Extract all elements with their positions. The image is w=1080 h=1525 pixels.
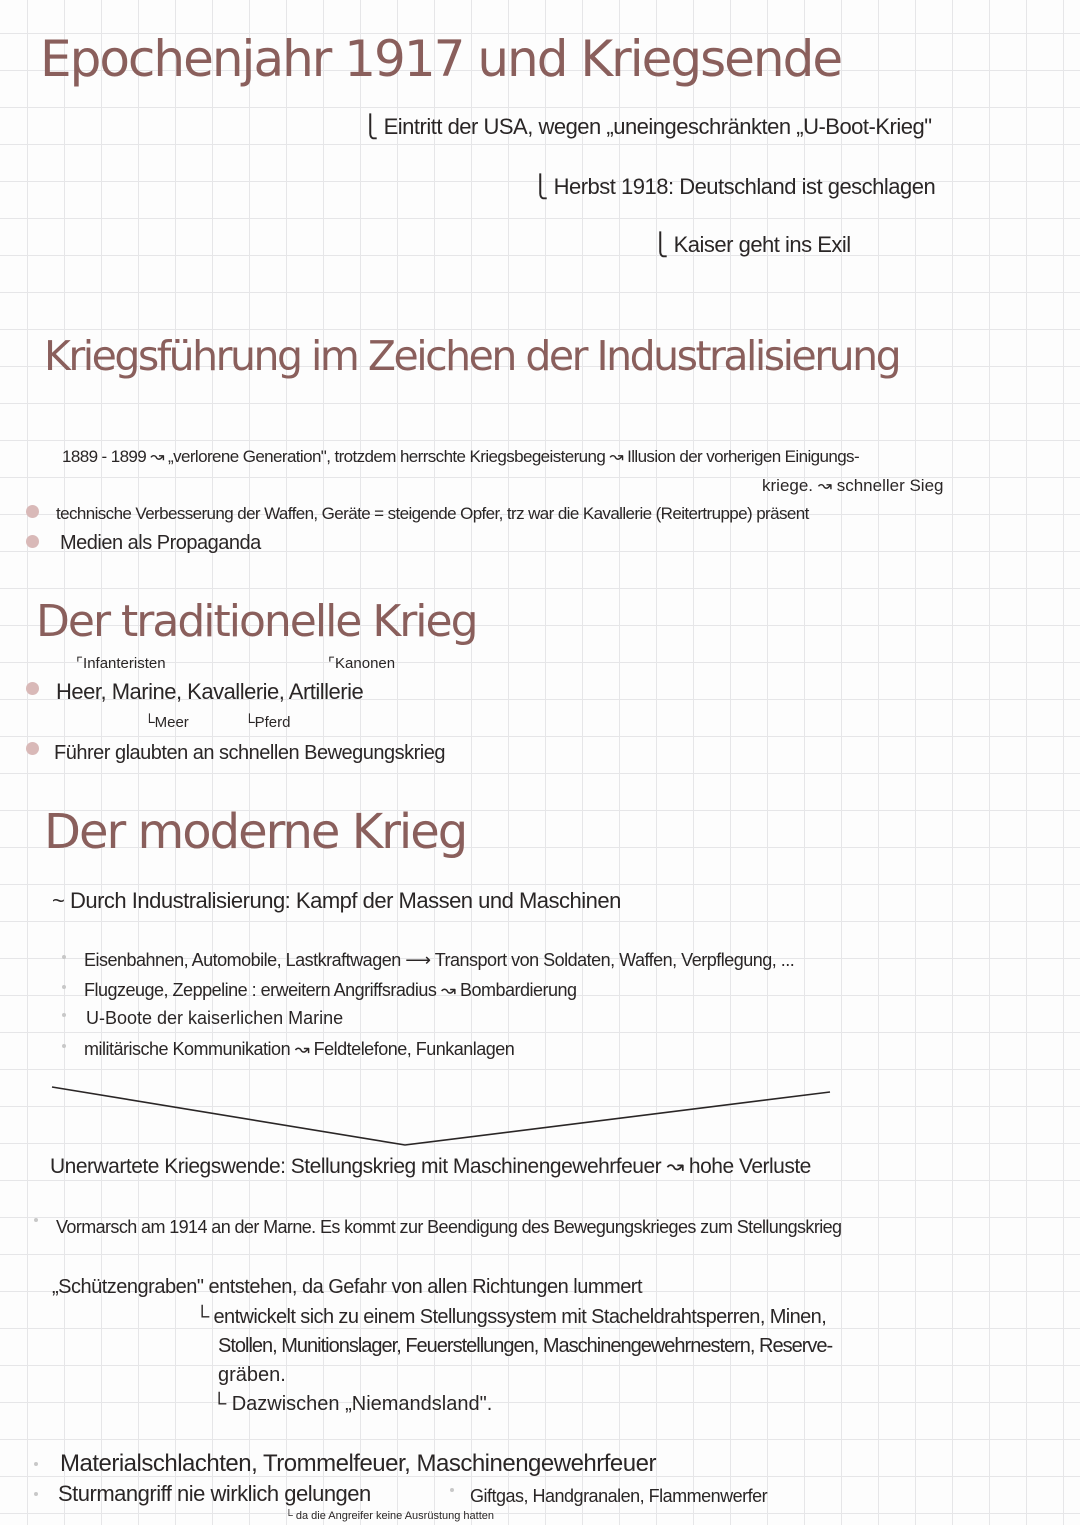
bullet-fuehrer: Führer glaubten an schnellen Bewegungskrieg [54,742,445,764]
heading-modern: Der moderne Krieg [44,804,467,860]
note-herbst-1918: ⎩ Herbst 1918: Deutschland ist geschlagen [532,174,936,199]
text-generation-cont: kriege. ↝ schneller Sieg [762,476,944,495]
bullet-icon [34,1218,38,1222]
heading-kriegsfuehrung: Kriegsführung im Zeichen der Industralisierung [44,332,900,380]
bullet-icon [450,1488,454,1492]
bullet-kommunikation: militärische Kommunikation ↝ Feldtelefone, Funkanlagen [84,1039,515,1059]
text-stollen: Stollen, Munitionslager, Feuerstellungen, Maschinengewehrnestern, Reserve- [218,1335,833,1357]
text-niemandsland: └ Dazwischen „Niemandsland". [212,1393,493,1415]
bullet-heer: Heer, Marine, Kavallerie, Artillerie [56,679,364,704]
note-infanteristen: ⌜Infanteristen [76,655,166,672]
bullet-icon [34,1462,38,1466]
bullet-materialschlachten: Materialschlachten, Trommelfeuer, Maschinengewehrfeuer [60,1450,656,1477]
bullet-medien: Medien als Propaganda [60,532,261,554]
heading-kriegswende: Unerwartete Kriegswende: Stellungskrieg mit Maschinengewehrfeuer ↝ hohe Verluste [50,1155,811,1178]
bullet-transport: Eisenbahnen, Automobile, Lastkraftwagen ⟶ Transport von Soldaten, Waffen, Verpflegung, ... [84,950,795,970]
note-usa: ⎩ Eintritt der USA, wegen „uneingeschränkten „U-Boot-Krieg" [362,114,932,139]
note-kaiser: ⎩ Kaiser geht ins Exil [652,232,851,257]
heading-traditionell: Der traditionelle Krieg [36,596,477,647]
bullet-technik: technische Verbesserung der Waffen, Geräte = steigende Opfer, trz war die Kavallerie (Reitertruppe) präsent [56,504,809,523]
bullet-flugzeuge: Flugzeuge, Zeppeline : erweitern Angriffsradius ↝ Bombardierung [84,980,577,1000]
text-marne: Vormarsch am 1914 an der Marne. Es kommt zur Beendigung des Bewegungskrieges zum Stellungskrieg [56,1217,842,1237]
note-angreifer: └ da die Angreifer keine Ausrüstung hatten [285,1510,494,1522]
text-schuetzengraben: „Schützengraben" entstehen, da Gefahr von allen Richtungen lummert [52,1276,643,1298]
text-graeben: gräben. [218,1364,286,1386]
note-pferd: └Pferd [244,714,291,731]
note-kanonen: ⌜Kanonen [328,655,396,672]
bullet-giftgas: Giftgas, Handgranalen, Flammenwerfer [470,1486,768,1506]
text-generation: 1889 - 1899 ↝ „verlorene Generation", trotzdem herrschte Kriegsbegeisterung ↝ Illusion der vorherigen Einigungs- [62,447,860,466]
bullet-icon [34,1492,38,1496]
bullet-sturmangriff: Sturmangriff nie wirklich gelungen [58,1481,371,1506]
heading-epochenjahr: Epochenjahr 1917 und Kriegsende [40,30,842,88]
bullet-uboote: U-Boote der kaiserlichen Marine [86,1008,344,1028]
text-stellungssystem: └ entwickelt sich zu einem Stellungssystem mit Stacheldrahtsperren, Minen, [195,1306,827,1328]
note-meer: └Meer [144,714,189,731]
text-industrialisierung: ~ Durch Industralisierung: Kampf der Massen und Maschinen [52,888,621,913]
